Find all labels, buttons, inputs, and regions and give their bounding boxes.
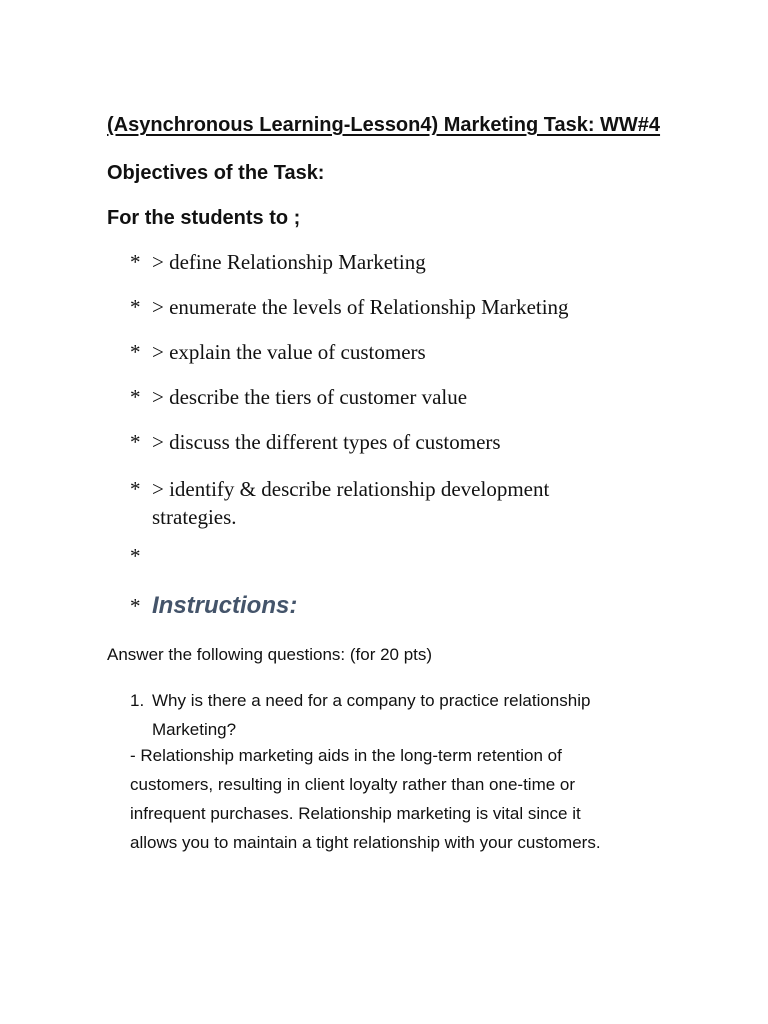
students-heading: For the students to ;	[107, 207, 301, 229]
objective-text-continued: strategies.	[152, 505, 237, 529]
answer-line: customers, resulting in client loyalty rather than one-time or	[130, 775, 576, 794]
answer-line: - Relationship marketing aids in the long-term retention of	[130, 746, 562, 765]
empty-bullet	[130, 544, 152, 569]
objective-item	[130, 250, 426, 275]
bullet-mark: *	[130, 385, 141, 409]
bullet-mark: *	[130, 477, 141, 501]
answer-paragraph	[130, 741, 690, 857]
bullet-mark: *	[130, 340, 141, 364]
objective-text: > enumerate the levels of Relationship Marketing	[152, 295, 569, 319]
objectives-heading: Objectives of the Task:	[107, 162, 325, 184]
objective-item	[130, 385, 467, 410]
instructions-line	[130, 592, 297, 620]
question-number: 1.	[130, 691, 145, 710]
bullet-mark: *	[130, 430, 141, 454]
answer-line: allows you to maintain a tight relationship with your customers.	[130, 833, 601, 852]
bullet-mark: *	[130, 544, 141, 568]
objective-item	[130, 475, 549, 531]
questions-lead: Answer the following questions: (for 20 pts)	[107, 645, 433, 664]
objective-item	[130, 340, 426, 365]
bullet-mark: *	[130, 295, 141, 319]
objective-item	[130, 295, 569, 320]
objective-item	[130, 430, 501, 455]
objective-text: > describe the tiers of customer value	[152, 385, 468, 409]
objective-text: > identify & describe relationship development	[152, 477, 550, 501]
objective-text: > discuss the different types of customers	[152, 430, 501, 454]
instructions-heading: Instructions:	[152, 592, 298, 619]
bullet-mark: *	[130, 250, 141, 274]
objective-text: > explain the value of customers	[152, 340, 426, 364]
question-text: Why is there a need for a company to practice relationship	[152, 691, 591, 710]
question-text-continued: Marketing?	[152, 720, 237, 739]
bullet-mark: *	[130, 594, 141, 618]
question-item	[130, 686, 590, 744]
document-title: (Asynchronous Learning-Lesson4) Marketing Task: WW#4	[107, 114, 661, 136]
objective-text: > define Relationship Marketing	[152, 250, 426, 274]
answer-line: infrequent purchases. Relationship marketing is vital since it	[130, 804, 581, 823]
